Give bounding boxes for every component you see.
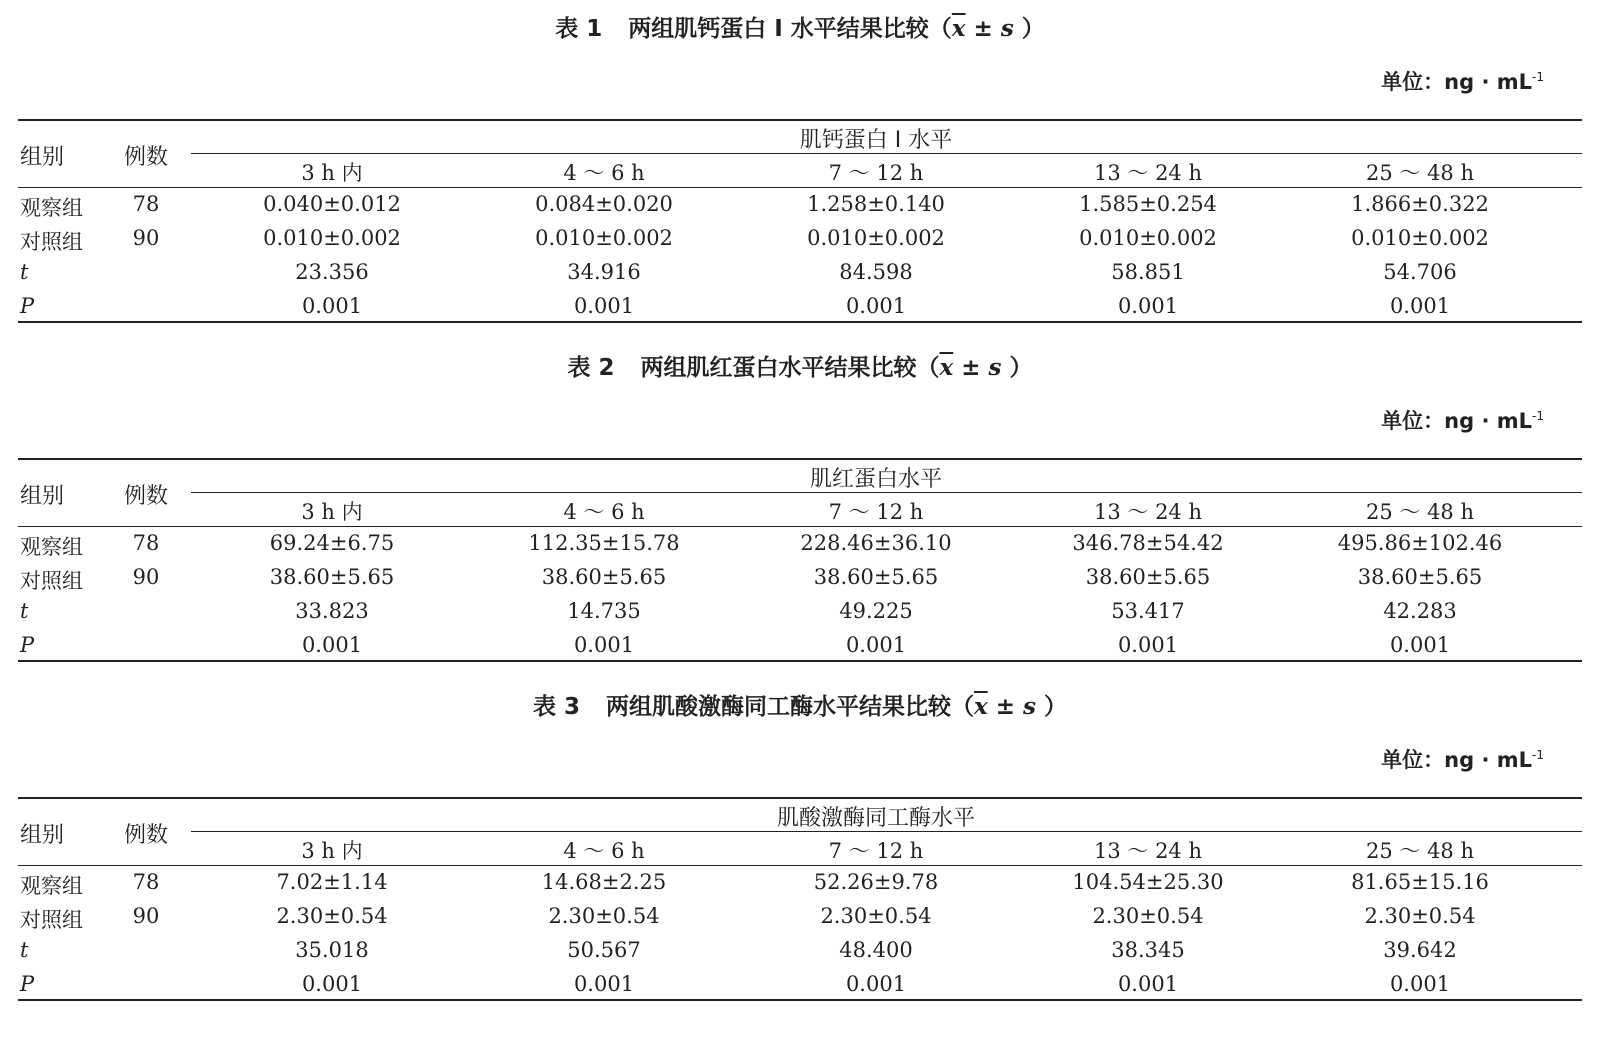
col-header-group: 组别	[20, 145, 65, 170]
table-cell: 14.68±2.25	[541, 870, 667, 894]
table-cell: 0.001	[573, 294, 635, 318]
col-header-time: 25 ～ 48 h	[1366, 839, 1474, 863]
row-count: 90	[132, 565, 160, 589]
plus-minus-symbol: ±	[965, 16, 1001, 42]
table-cell: 35.018	[295, 938, 369, 962]
table-cell: 0.001	[845, 294, 907, 318]
table-cell: 50.567	[567, 938, 641, 962]
table-cell: 1.866±0.322	[1351, 192, 1489, 216]
table-cell: 33.823	[295, 599, 369, 623]
plus-minus-symbol: ±	[953, 355, 989, 381]
table-cell: 0.001	[1117, 294, 1179, 318]
table-cell: 104.54±25.30	[1072, 870, 1224, 894]
sd-symbol: s	[1023, 693, 1036, 720]
bottom-rule	[18, 999, 1582, 1001]
span-header: 肌钙蛋白 I 水平	[799, 128, 953, 153]
table-cell: 2.30±0.54	[1092, 904, 1204, 928]
table-caption	[0, 10, 1600, 43]
table-cell: 84.598	[839, 260, 913, 284]
col-header-time: 4 ～ 6 h	[563, 500, 645, 524]
col-header-time: 13 ～ 24 h	[1094, 500, 1202, 524]
col-header-count: 例数	[123, 484, 169, 509]
row-label: 对照组	[20, 569, 83, 593]
table-cell: 2.30±0.54	[820, 904, 932, 928]
table-cell: 0.001	[845, 633, 907, 657]
top-rule	[18, 458, 1582, 460]
table-cell: 0.001	[573, 972, 635, 996]
unit-exponent: -1	[1532, 409, 1544, 423]
mean-symbol: $\overline{x}$	[974, 693, 988, 720]
table-1	[0, 0, 1600, 336]
table-cell: 0.001	[1389, 972, 1451, 996]
row-label: P	[20, 633, 35, 657]
table-cell: 0.084±0.020	[535, 192, 673, 216]
table-cell: 2.30±0.54	[1364, 904, 1476, 928]
sd-symbol: s	[1000, 15, 1014, 42]
table-cell: 53.417	[1111, 599, 1185, 623]
col-header-group: 组别	[20, 823, 65, 848]
table-cell: 52.26±9.78	[813, 870, 939, 894]
table-cell: 0.001	[301, 294, 363, 318]
row-label: 观察组	[20, 196, 83, 220]
table-cell: 14.735	[567, 599, 641, 623]
plus-minus-symbol: ±	[987, 694, 1024, 720]
table-cell: 0.001	[301, 633, 363, 657]
row-label: t	[20, 599, 29, 623]
table-cell: 0.001	[1389, 294, 1451, 318]
col-header-time: 4 ～ 6 h	[563, 839, 645, 863]
table-cell: 39.642	[1383, 938, 1457, 962]
table-cell: 2.30±0.54	[276, 904, 388, 928]
span-header: 肌酸激酶同工酶水平	[776, 806, 976, 831]
table-cell: 112.35±15.78	[528, 531, 680, 555]
table-cell: 0.010±0.002	[1351, 226, 1489, 250]
table-2	[0, 339, 1600, 675]
col-header-time: 13 ～ 24 h	[1094, 839, 1202, 863]
row-count: 78	[132, 870, 160, 894]
caption-number: 表 2	[567, 355, 615, 381]
col-header-time: 13 ～ 24 h	[1094, 161, 1202, 185]
col-header-time: 7 ～ 12 h	[828, 161, 924, 185]
col-header-count: 例数	[123, 823, 169, 848]
table-caption	[0, 349, 1600, 382]
unit-label	[1381, 744, 1544, 774]
header-rule	[18, 865, 1582, 866]
row-label: P	[20, 972, 35, 996]
mean-symbol: $\overline{x}$	[939, 354, 954, 381]
table-cell: 0.001	[1117, 972, 1179, 996]
caption-number: 表 1	[555, 16, 603, 42]
table-cell: 0.001	[573, 633, 635, 657]
col-header-time: 3 h 内	[301, 161, 363, 185]
caption-close: ）	[1013, 16, 1045, 42]
caption-close: ）	[1035, 694, 1067, 720]
table-cell: 1.585±0.254	[1079, 192, 1217, 216]
table-cell: 495.86±102.46	[1337, 531, 1503, 555]
sd-symbol: s	[988, 354, 1002, 381]
top-rule	[18, 119, 1582, 121]
table-cell: 38.60±5.65	[269, 565, 395, 589]
header-rule	[18, 187, 1582, 188]
table-cell: 54.706	[1383, 260, 1457, 284]
row-label: P	[20, 294, 35, 318]
row-count: 78	[132, 192, 160, 216]
table-cell: 38.60±5.65	[1357, 565, 1483, 589]
col-header-time: 4 ～ 6 h	[563, 161, 645, 185]
table-cell: 69.24±6.75	[269, 531, 395, 555]
table-cell: 0.001	[845, 972, 907, 996]
row-count: 90	[132, 226, 160, 250]
row-label: t	[20, 938, 29, 962]
table-cell: 34.916	[567, 260, 641, 284]
caption-title: 两组肌酸激酶同工酶水平结果比较（	[606, 694, 975, 720]
col-header-time: 25 ～ 48 h	[1366, 161, 1474, 185]
table-cell: 0.010±0.002	[263, 226, 401, 250]
row-label: 观察组	[20, 874, 83, 898]
unit-label	[1381, 405, 1544, 435]
table-cell: 23.356	[295, 260, 369, 284]
row-label: 对照组	[20, 908, 83, 932]
table-cell: 38.60±5.65	[813, 565, 939, 589]
table-cell: 0.040±0.012	[263, 192, 401, 216]
bottom-rule	[18, 660, 1582, 662]
caption-title: 两组肌钙蛋白 I 水平结果比较（	[628, 16, 952, 42]
table-cell: 2.30±0.54	[548, 904, 660, 928]
col-header-time: 3 h 内	[301, 500, 363, 524]
table-cell: 346.78±54.42	[1072, 531, 1224, 555]
caption-title: 两组肌红蛋白水平结果比较（	[640, 355, 940, 381]
table-cell: 38.345	[1111, 938, 1185, 962]
table-cell: 0.001	[301, 972, 363, 996]
table-cell: 1.258±0.140	[807, 192, 945, 216]
unit-label	[1381, 66, 1544, 96]
unit-exponent: -1	[1532, 70, 1544, 84]
row-count: 90	[132, 904, 160, 928]
row-label: t	[20, 260, 29, 284]
row-count: 78	[132, 531, 160, 555]
unit-text: 单位：ng · mL	[1381, 409, 1533, 433]
table-cell: 0.010±0.002	[535, 226, 673, 250]
table-cell: 7.02±1.14	[276, 870, 388, 894]
table-caption	[0, 688, 1600, 721]
span-header: 肌红蛋白水平	[809, 467, 943, 492]
table-cell: 42.283	[1383, 599, 1457, 623]
table-cell: 48.400	[839, 938, 913, 962]
unit-text: 单位：ng · mL	[1381, 70, 1533, 94]
top-rule	[18, 797, 1582, 799]
bottom-rule	[18, 321, 1582, 323]
unit-exponent: -1	[1532, 748, 1544, 762]
row-label: 观察组	[20, 535, 83, 559]
row-label: 对照组	[20, 230, 83, 254]
col-header-time: 25 ～ 48 h	[1366, 500, 1474, 524]
unit-text: 单位：ng · mL	[1381, 748, 1533, 772]
col-header-time: 7 ～ 12 h	[828, 839, 924, 863]
table-cell: 38.60±5.65	[1085, 565, 1211, 589]
table-cell: 0.001	[1389, 633, 1451, 657]
table-cell: 0.010±0.002	[1079, 226, 1217, 250]
col-header-group: 组别	[20, 484, 65, 509]
table-cell: 0.001	[1117, 633, 1179, 657]
col-header-time: 7 ～ 12 h	[828, 500, 924, 524]
col-header-time: 3 h 内	[301, 839, 363, 863]
header-rule	[18, 526, 1582, 527]
table-3	[0, 678, 1600, 1014]
table-cell: 81.65±15.16	[1351, 870, 1489, 894]
table-cell: 38.60±5.65	[541, 565, 667, 589]
table-cell: 0.010±0.002	[807, 226, 945, 250]
table-cell: 58.851	[1111, 260, 1185, 284]
mean-symbol: $\overline{x}$	[951, 15, 966, 42]
table-cell: 49.225	[839, 599, 913, 623]
caption-number: 表 3	[533, 694, 581, 720]
caption-close: ）	[1001, 355, 1033, 381]
col-header-count: 例数	[123, 145, 169, 170]
table-cell: 228.46±36.10	[800, 531, 952, 555]
